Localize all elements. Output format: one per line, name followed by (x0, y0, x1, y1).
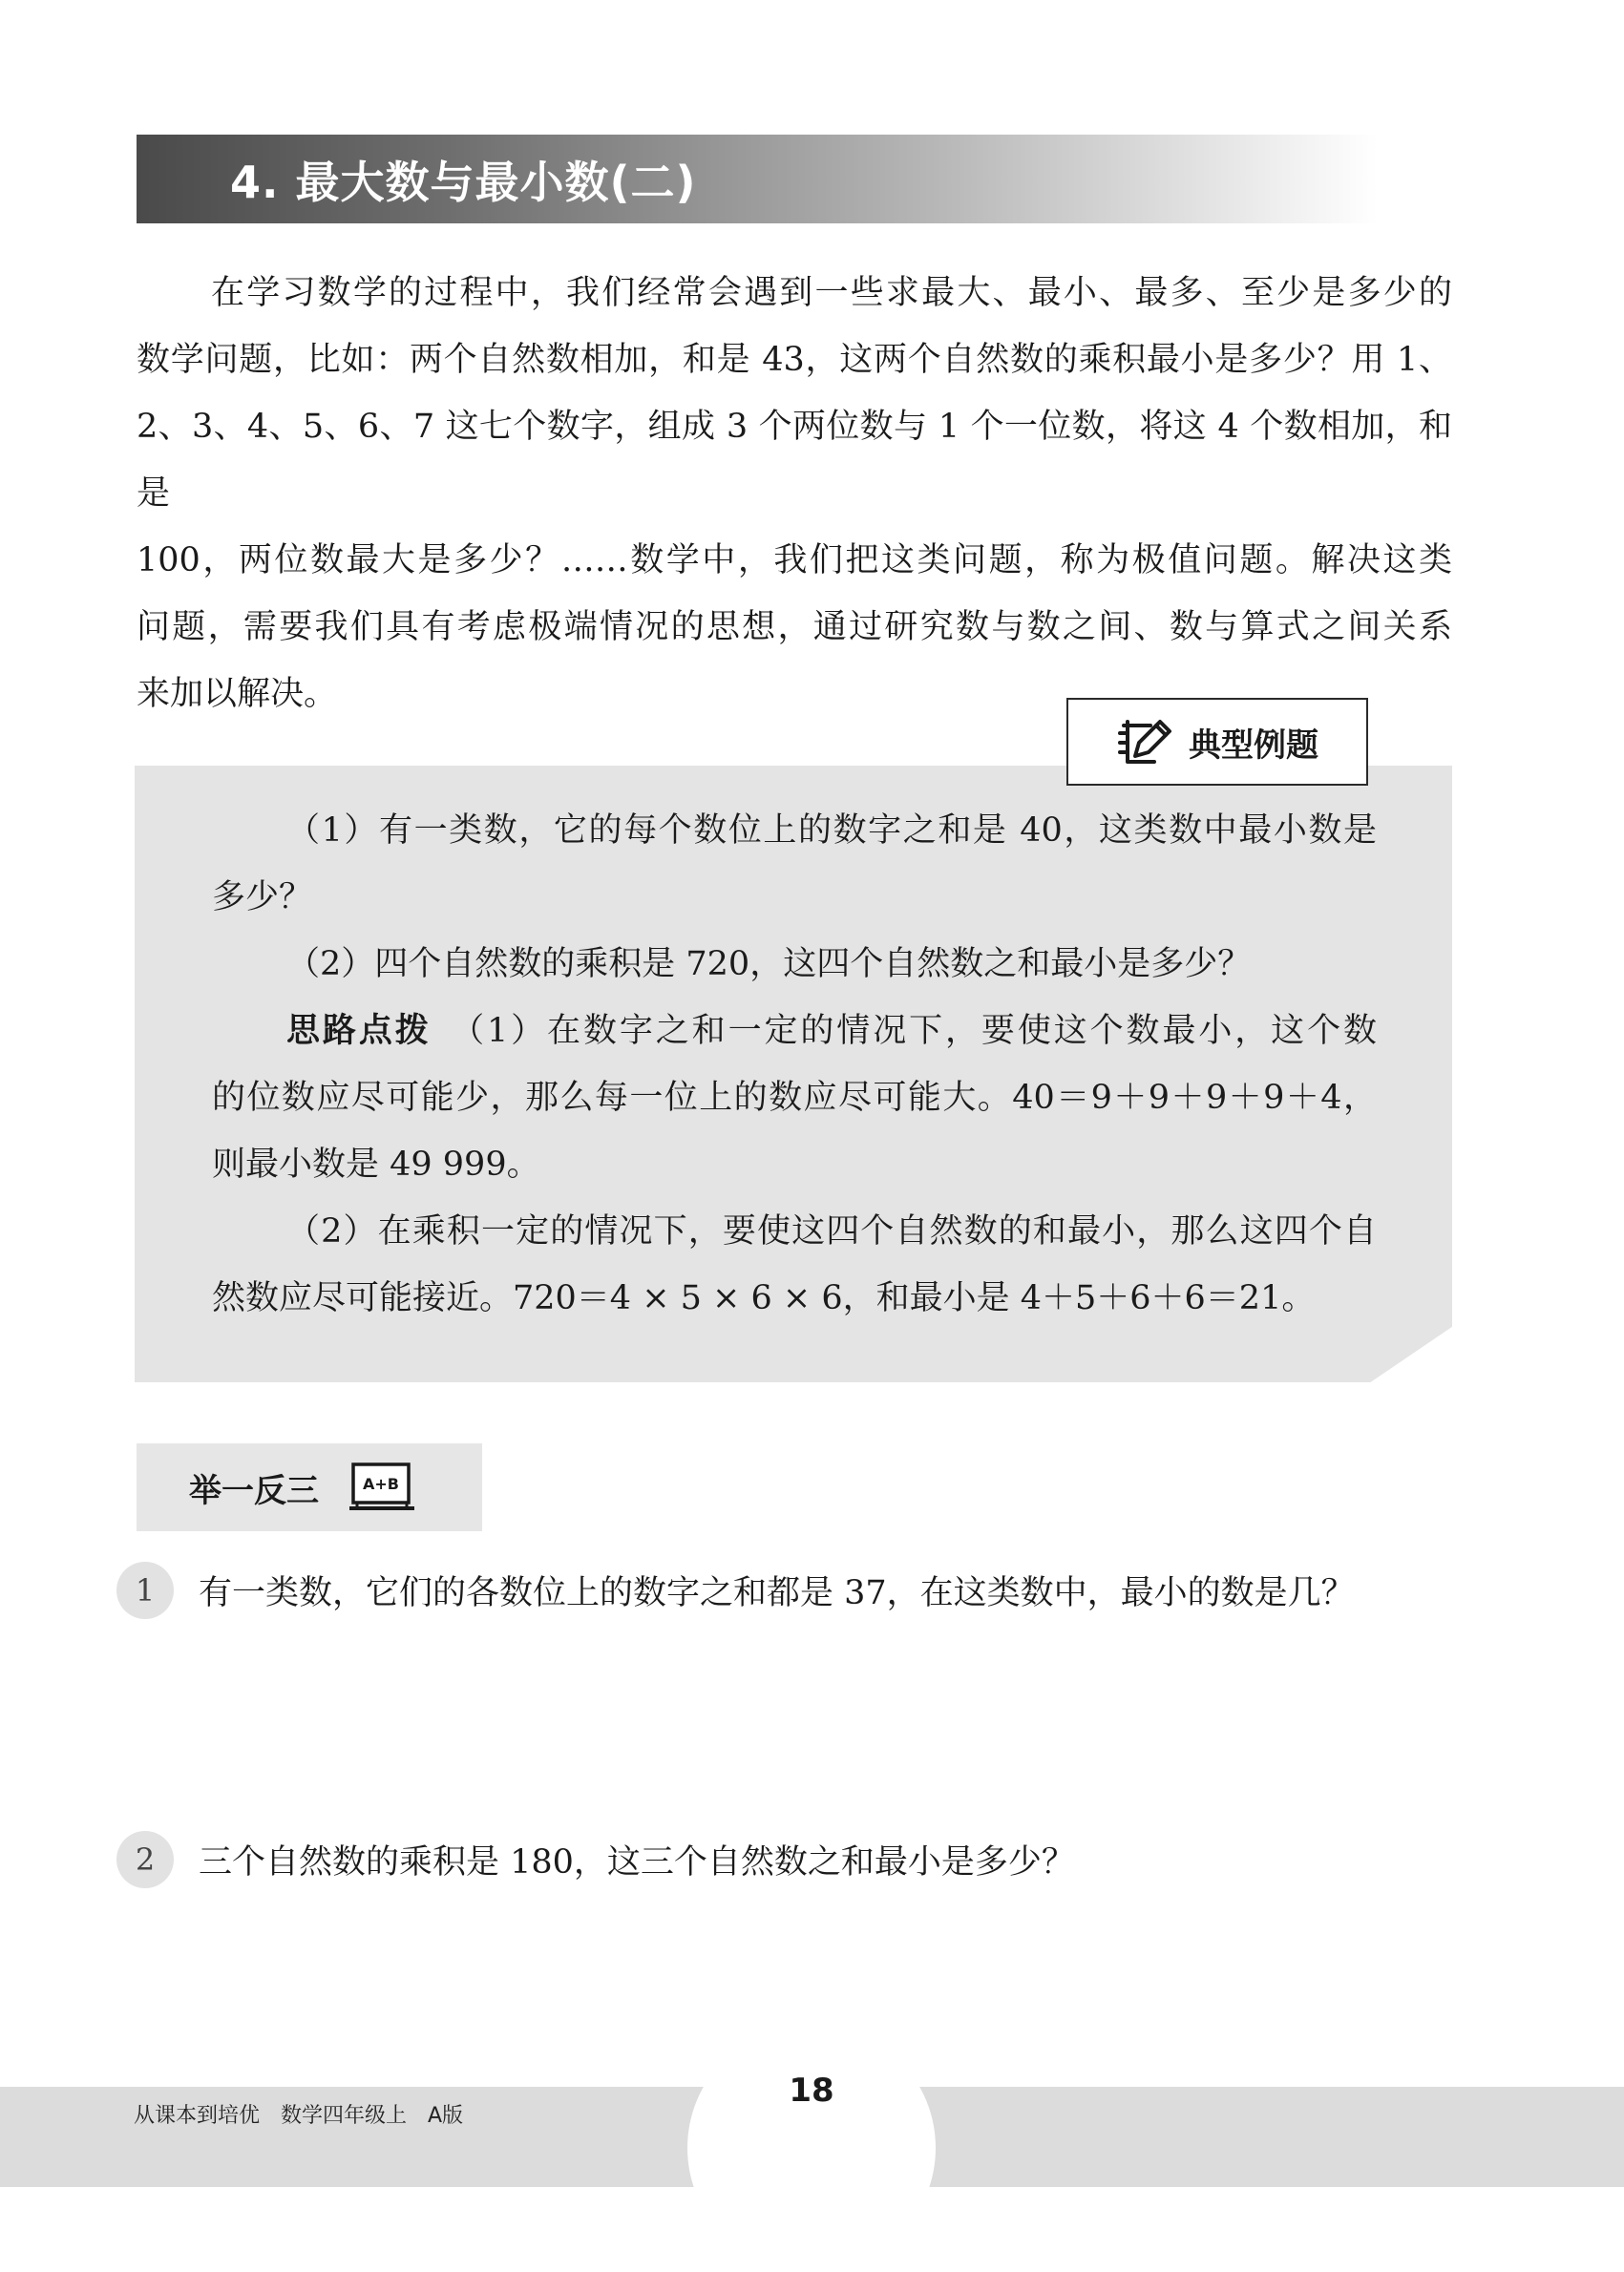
intro-line: 在学习数学的过程中，我们经常会遇到一些求最大、最小、最多、至少是多少的 (211, 274, 1452, 312)
example-question-1: （1）有一类数，它的每个数位上的数字之和是 40，这类数中最小数是 (286, 811, 1377, 850)
hint-label: 思路点拨 (286, 1012, 432, 1050)
intro-paragraph (137, 260, 1452, 727)
practice-tag (137, 1443, 482, 1531)
footer-book-title: 从课本到培优 数学四年级上 A版 (134, 2104, 464, 2128)
example-question-2: （2）四个自然数的乘积是 720，这四个自然数之和最小是多少？ (286, 945, 1252, 983)
problem-number: 2 (116, 1831, 174, 1888)
problem-number: 1 (116, 1562, 174, 1619)
example-tag (1066, 698, 1368, 786)
hint-line (212, 998, 1377, 1064)
pencil-notebook-icon (1116, 714, 1175, 769)
practice-problem (116, 1562, 1355, 1619)
problem-text: 三个自然数的乘积是 180，这三个自然数之和最小是多少？ (199, 1843, 1075, 1882)
problem-text: 有一类数，它们的各数位上的数字之和都是 37，在这类数中，最小的数是几？ (199, 1574, 1355, 1612)
footer-page-tab (687, 2024, 936, 2272)
blackboard-icon-text: A+B (363, 1475, 399, 1493)
hint-1-line-3: 则最小数是 49 999。 (212, 1146, 540, 1184)
hint-1-text: （1）在数字之和一定的情况下，要使这个数最小，这个数 (467, 1012, 1377, 1050)
intro-line: 问题，需要我们具有考虑极端情况的思想，通过研究数与数之间、数与算式之间关系 (137, 608, 1452, 646)
hint-2-line-2: 然数应尽可能接近。720＝4 × 5 × 6 × 6，和最小是 4＋5＋6＋6＝21。 (212, 1279, 1316, 1317)
intro-line: 来加以解决。 (137, 675, 338, 713)
example-tag-label: 典型例题 (1189, 726, 1318, 765)
practice-problem (116, 1831, 1075, 1888)
blackboard-icon (348, 1461, 416, 1514)
intro-line: 100，两位数最大是多少？……数学中，我们把这类问题，称为极值问题。解决这类 (137, 541, 1452, 579)
intro-line: 数学问题，比如：两个自然数相加，和是 43，这两个自然数的乘积最小是多少？用 1、 (137, 341, 1452, 379)
example-question-1-cont: 多少？ (212, 878, 313, 916)
hint-1-line-2: 的位数应尽可能少，那么每一位上的数应尽可能大。40＝9＋9＋9＋9＋4， (212, 1079, 1377, 1117)
hint-2-line-1: （2）在乘积一定的情况下，要使这四个自然数的和最小，那么这四个自 (286, 1212, 1377, 1251)
section-title-bar (137, 135, 1378, 223)
section-title: 4. 最大数与最小数(二) (230, 156, 697, 208)
example-content (212, 797, 1377, 1332)
practice-tag-label: 举一反三 (189, 1471, 319, 1510)
page-number: 18 (789, 2072, 834, 2110)
intro-line: 2、3、4、5、6、7 这七个数字，组成 3 个两位数与 1 个一位数，将这 4 个数相加，和是 (137, 408, 1452, 513)
